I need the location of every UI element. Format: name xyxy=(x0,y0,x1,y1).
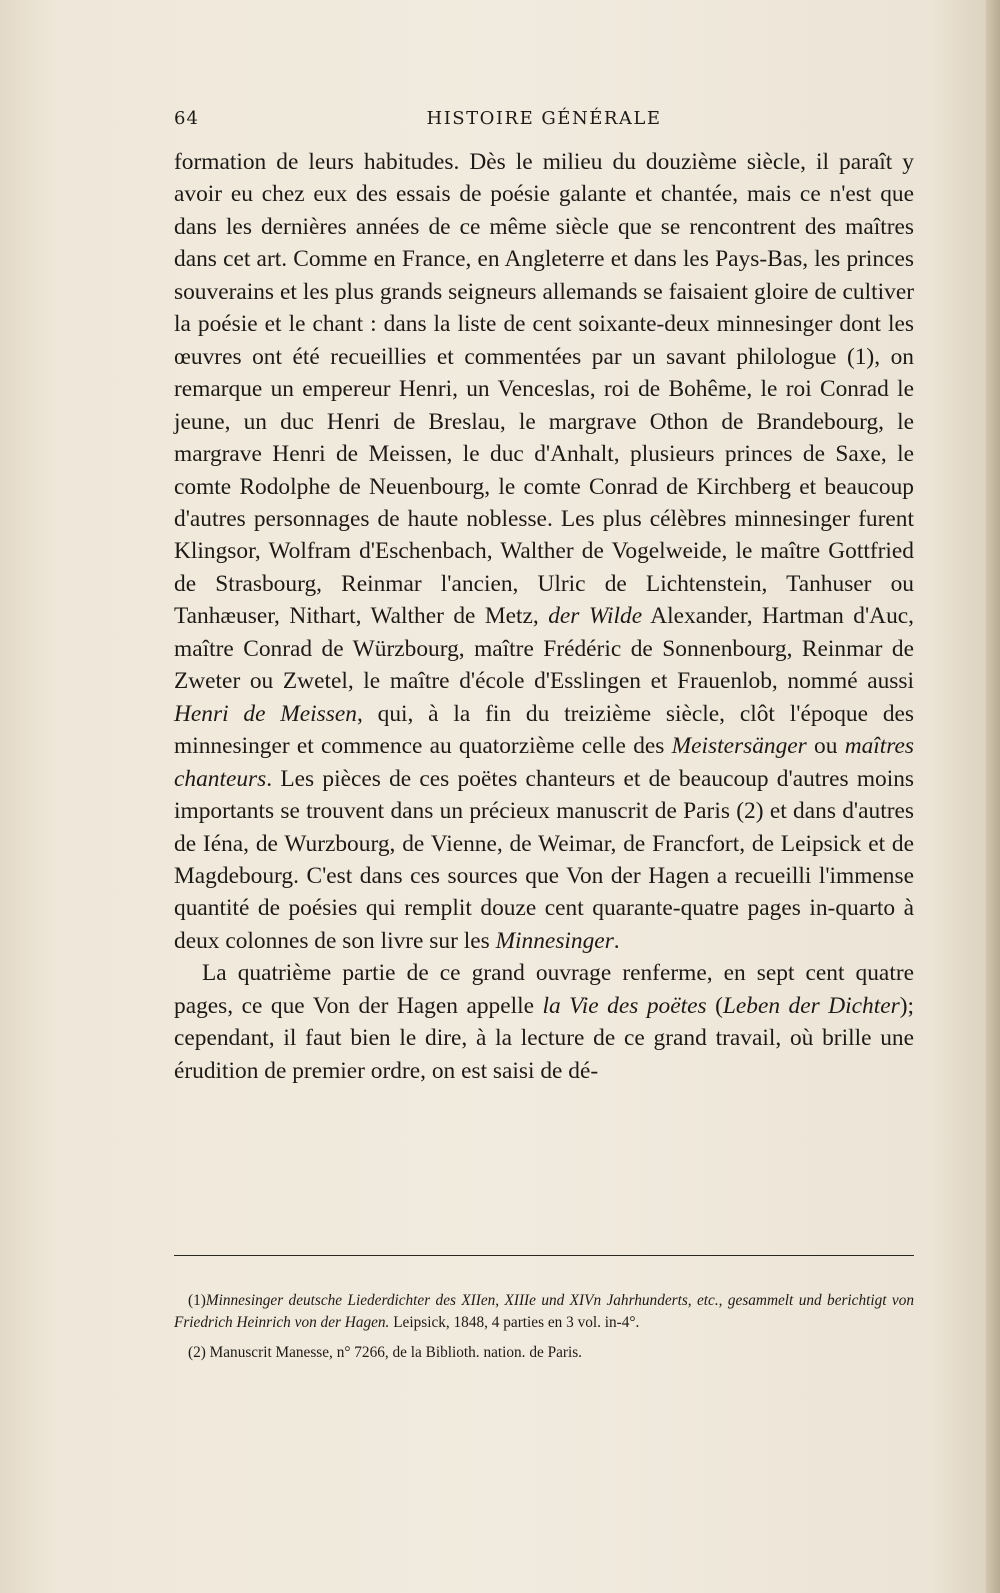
paragraph-1 xyxy=(174,146,914,957)
italic-run: la Vie des poëtes xyxy=(542,992,707,1019)
page-number: 64 xyxy=(174,108,199,129)
footnote-marker: (2) xyxy=(188,1344,206,1361)
italic-run: Minnesinger xyxy=(495,927,614,954)
italic-run: der Wilde xyxy=(548,603,643,630)
italic-run: Minnesinger deutsche Liederdichter des XIIen, XIIIe und XIVn Jahrhunderts, etc., gesammelt und berichtigt von Friedrich Heinrich von der Hagen. xyxy=(174,1292,914,1331)
text-run: . Les pièces de ces poëtes chanteurs et de beaucoup d'autres moins importants se trouvent dans un précieux manuscrit de Paris (2) et dans d'autres de Iéna, de Wurzbourg, de Vienne, de Weimar, de Francfort, de Leipsick et de Magdebourg. C'est dans ces sources que Von der Hagen a recueilli l'immense quantité de poésies qui remplit douze cent quarante-quatre pages in-quarto à deux colonnes de son livre sur les xyxy=(174,765,914,954)
running-title: HISTOIRE GÉNÉRALE xyxy=(426,108,662,129)
running-head xyxy=(174,108,914,138)
footnote-2 xyxy=(174,1342,914,1364)
text-run: La quatrième partie de ce grand ouvrage renferme, en sept cent quatre pages, ce que Von der Hagen appelle xyxy=(174,960,914,1019)
italic-run: Leben der Dichter xyxy=(722,992,900,1019)
text-run: ( xyxy=(706,992,723,1019)
text-run: formation de leurs habitudes. Dès le milieu du douzième siècle, il paraît y avoir eu chez eux des essais de poésie galante et chantée, mais ce n'est que dans les dernières années de ce même siècle que se rencontrent des maîtres dans cet art. Comme en France, en Angleterre et dans les Pays-Bas, les princes souverains et les plus grands seigneurs allemands se faisaient gloire de cultiver la poésie et le chant : dans la liste de cent soixante-deux minnesinger dont les œuvres ont été recueillies et commentées par un savant philologue (1), on remarque un empereur Henri, un Venceslas, roi de Bohême, le roi Conrad le jeune, un duc Henri de Breslau, le margrave Othon de Brandebourg, le margrave Henri de Meissen, le duc d'Anhalt, plusieurs princes de Saxe, le comte Rodolphe de Neuenbourg, le comte Conrad de Kirchberg et beaucoup d'autres personnages de haute noblesse. Les plus célèbres minnesinger furent Klingsor, Wolfram d'Eschenbach, Walther de Vogelweide, le maître Gottfried de Strasbourg, Reinmar l'ancien, Ulric de Lichtenstein, Tanhuser ou Tanhæuser, Nithart, Walther de Metz, xyxy=(174,149,914,630)
text-run: Leipsick, 1848, 4 parties en 3 vol. in-4°. xyxy=(389,1314,640,1331)
text-run: ); cependant, il faut bien le dire, à la lecture de ce grand travail, où brille une érudition de premier ordre, on est saisi de dé- xyxy=(174,992,914,1084)
text-run: . xyxy=(613,927,620,954)
italic-run: Henri de Meissen xyxy=(174,700,357,727)
italic-run: Meistersänger xyxy=(671,733,807,760)
footnote-divider xyxy=(174,1255,914,1256)
main-text xyxy=(174,146,914,1087)
text-run: , qui, à la fin du treizième siècle, clôt l'époque des minnesinger et commence au quatorzième celle des xyxy=(174,700,915,760)
text-run: Alexander, Hartman d'Auc, maître Conrad de Würzbourg, maître Frédéric de Sonnenbourg, Reinmar de Zweter ou Zwetel, le maître d'école d'Esslingen et Frauenlob, nommé aussi xyxy=(174,603,914,695)
footnote-marker: (1) xyxy=(188,1292,206,1309)
footnotes xyxy=(174,1290,914,1372)
paragraph-2 xyxy=(174,957,914,1087)
text-run: Manuscrit Manesse, n° 7266, de la Biblioth. nation. de Paris. xyxy=(205,1344,583,1361)
footnote-1 xyxy=(174,1290,914,1334)
text-run: ou xyxy=(806,733,845,760)
italic-run: maîtres chanteurs xyxy=(174,733,914,792)
page-edge xyxy=(986,0,1000,1593)
